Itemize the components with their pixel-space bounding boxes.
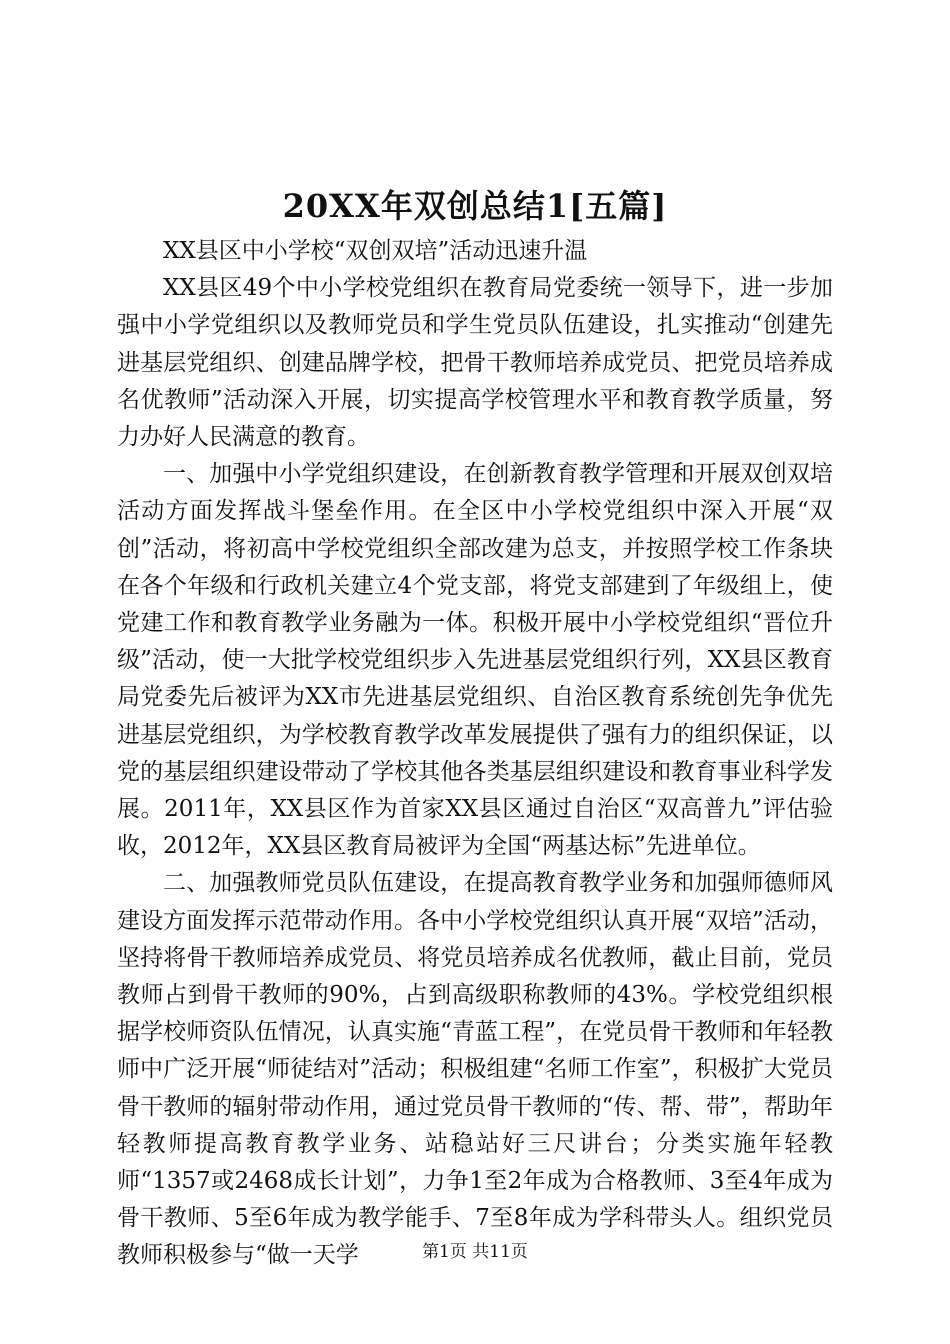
page-number-footer: 第1页 共11页 <box>422 1242 528 1262</box>
document-title: 20XX年双创总结1[五篇] <box>282 187 668 225</box>
section-one-paragraph: 一、加强中小学党组织建设，在创新教育教学管理和开展双创双培活动方面发挥战斗堡垒作用。在全区中小学校党组织中深入开展“双创”活动，将初高中学校党组织全部改建为总支，并按照学校工作条块在各个年级和行政机关建立4个党支部，将党支部建到了年级组上，使党建工作和教育教学业务融为一体。积极开展中小学校党组织“晋位升级”活动，使一大批学校党组织步入先进基层党组织行列，XX县区教育局党委先后被评为XX市先进基层党组织、自治区教育系统创先争优先进基层党组织，为学校教育教学改革发展提供了强有力的组织保证，以党的基层组织建设带动了学校其他各类基层组织建设和教育事业科学发展。2011年，XX县区作为首家XX县区通过自治区“双高普九”评估验收，2012年，XX县区教育局被评为全国“两基达标”先进单位。 <box>117 461 833 860</box>
subheading-paragraph: XX县区中小学校“双创双培”活动迅速升温 <box>163 238 588 264</box>
document-body <box>117 233 833 1275</box>
section-two-paragraph: 二、加强教师党员队伍建设，在提高教育教学业务和加强师德师风建设方面发挥示范带动作用。各中小学校党组织认真开展“双培”活动，坚持将骨干教师培养成党员、将党员培养成名优教师，截止目前，党员教师占到骨干教师的90%，占到高级职称教师的43%。学校党组织根据学校师资队伍情况，认真实施“青蓝工程”，在党员骨干教师和年轻教师中广泛开展“师徒结对”活动；积极组建“名师工作室”，积极扩大党员骨干教师的辐射带动作用，通过党员骨干教师的“传、帮、带”，帮助年轻教师提高教育教学业务、站稳站好三尺讲台；分类实施年轻教师“1357或2468成长计划”，力争1至2年成为合格教师、3至4年成为骨干教师、5至6年成为教学能手、7至8年成为学科带头人。组织党员教师积极参与“做一天学 <box>117 870 833 1269</box>
intro-paragraph: XX县区49个中小学校党组织在教育局党委统一领导下，进一步加强中小学党组织以及教师党员和学生党员队伍建设，扎实推动“创建先进基层党组织、创建品牌学校，把骨干教师培养成党员、把党员培养成名优教师”活动深入开展，切实提高学校管理水平和教育教学质量，努力办好人民满意的教育。 <box>117 275 833 451</box>
